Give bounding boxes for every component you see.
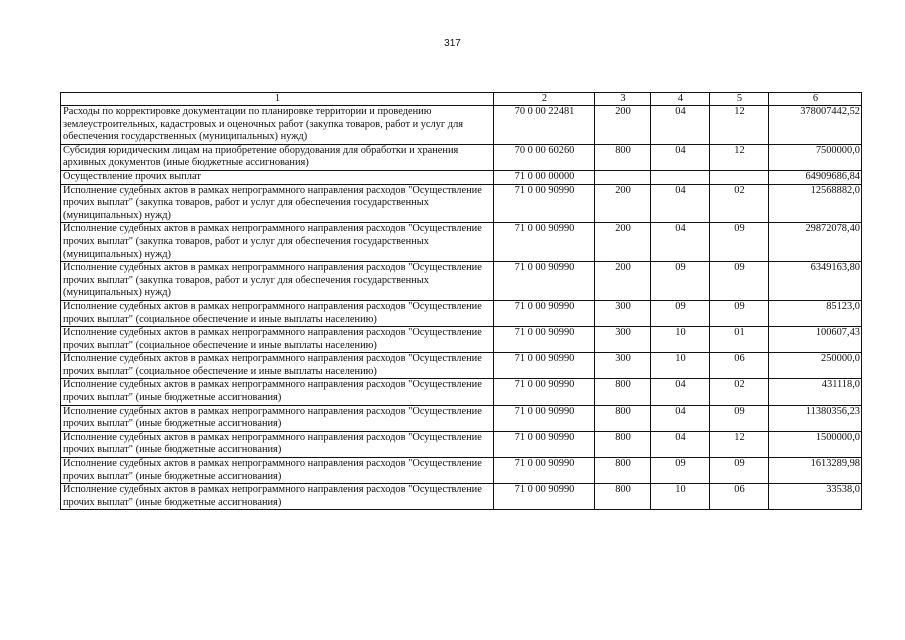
cell-section: 04 <box>651 223 710 262</box>
table-row <box>61 458 862 484</box>
cell-subsection <box>710 170 769 184</box>
cell-description: Осуществление прочих выплат <box>61 170 494 184</box>
table-row <box>61 353 862 379</box>
table-row <box>61 170 862 184</box>
cell-amount: 85123,0 <box>769 300 862 326</box>
cell-description: Субсидия юридическим лицам на приобретение оборудования для обработки и хранения архивных документов (иные бюджетные ассигнования) <box>61 144 494 170</box>
cell-section: 09 <box>651 262 710 301</box>
cell-expense-type: 800 <box>595 431 651 457</box>
table-row <box>61 106 862 145</box>
cell-expense-type: 800 <box>595 484 651 510</box>
cell-expense-type: 800 <box>595 379 651 405</box>
table-row <box>61 144 862 170</box>
cell-expense-type: 800 <box>595 405 651 431</box>
cell-subsection: 02 <box>710 184 769 223</box>
cell-amount: 250000,0 <box>769 353 862 379</box>
header-col-1: 1 <box>61 93 494 106</box>
cell-description: Расходы по корректировке документации по планировке территории и проведению землеустроительных, кадастровых и оценочных работ (закупка товаров, работ и услуг для обеспечения государственных (муниципальных) нужд) <box>61 106 494 145</box>
table-row <box>61 379 862 405</box>
cell-subsection: 12 <box>710 431 769 457</box>
table-row <box>61 431 862 457</box>
cell-section: 10 <box>651 353 710 379</box>
cell-expense-type: 300 <box>595 300 651 326</box>
cell-target-code: 71 0 00 00000 <box>494 170 595 184</box>
cell-section: 04 <box>651 184 710 223</box>
table-row <box>61 184 862 223</box>
cell-target-code: 70 0 00 22481 <box>494 106 595 145</box>
cell-amount: 12568882,0 <box>769 184 862 223</box>
cell-target-code: 71 0 00 90990 <box>494 184 595 223</box>
cell-target-code: 71 0 00 90990 <box>494 353 595 379</box>
table-row <box>61 262 862 301</box>
cell-expense-type: 800 <box>595 144 651 170</box>
cell-section <box>651 170 710 184</box>
cell-subsection: 09 <box>710 405 769 431</box>
cell-target-code: 71 0 00 90990 <box>494 431 595 457</box>
cell-amount: 33538,0 <box>769 484 862 510</box>
budget-table <box>60 92 862 510</box>
header-col-4: 4 <box>651 93 710 106</box>
cell-section: 10 <box>651 327 710 353</box>
cell-subsection: 09 <box>710 223 769 262</box>
cell-target-code: 71 0 00 90990 <box>494 484 595 510</box>
cell-description: Исполнение судебных актов в рамках непрограммного направления расходов "Осуществление прочих выплат" (иные бюджетные ассигнования) <box>61 405 494 431</box>
cell-expense-type: 800 <box>595 458 651 484</box>
table-body <box>61 106 862 510</box>
cell-amount: 7500000,0 <box>769 144 862 170</box>
cell-amount: 11380356,23 <box>769 405 862 431</box>
header-col-2: 2 <box>494 93 595 106</box>
cell-section: 04 <box>651 144 710 170</box>
page-number: 317 <box>444 38 461 49</box>
cell-amount: 1500000,0 <box>769 431 862 457</box>
cell-expense-type: 200 <box>595 184 651 223</box>
cell-description: Исполнение судебных актов в рамках непрограммного направления расходов "Осуществление прочих выплат" (иные бюджетные ассигнования) <box>61 484 494 510</box>
cell-amount: 64909686,84 <box>769 170 862 184</box>
cell-description: Исполнение судебных актов в рамках непрограммного направления расходов "Осуществление прочих выплат" (социальное обеспечение и иные выплаты населению) <box>61 353 494 379</box>
cell-amount: 100607,43 <box>769 327 862 353</box>
cell-subsection: 12 <box>710 144 769 170</box>
cell-expense-type <box>595 170 651 184</box>
cell-target-code: 71 0 00 90990 <box>494 300 595 326</box>
cell-subsection: 06 <box>710 353 769 379</box>
cell-target-code: 70 0 00 60260 <box>494 144 595 170</box>
cell-amount: 6349163,80 <box>769 262 862 301</box>
cell-description: Исполнение судебных актов в рамках непрограммного направления расходов "Осуществление прочих выплат" (закупка товаров, работ и услуг для обеспечения государственных (муниципальных) нужд) <box>61 223 494 262</box>
cell-amount: 378007442,52 <box>769 106 862 145</box>
cell-expense-type: 200 <box>595 223 651 262</box>
cell-expense-type: 300 <box>595 327 651 353</box>
cell-subsection: 02 <box>710 379 769 405</box>
cell-expense-type: 200 <box>595 262 651 301</box>
cell-description: Исполнение судебных актов в рамках непрограммного направления расходов "Осуществление прочих выплат" (иные бюджетные ассигнования) <box>61 379 494 405</box>
cell-amount: 1613289,98 <box>769 458 862 484</box>
cell-expense-type: 300 <box>595 353 651 379</box>
cell-amount: 29872078,40 <box>769 223 862 262</box>
table-row <box>61 223 862 262</box>
cell-description: Исполнение судебных актов в рамках непрограммного направления расходов "Осуществление прочих выплат" (закупка товаров, работ и услуг для обеспечения государственных (муниципальных) нужд) <box>61 184 494 223</box>
cell-section: 09 <box>651 300 710 326</box>
cell-target-code: 71 0 00 90990 <box>494 405 595 431</box>
cell-subsection: 09 <box>710 300 769 326</box>
header-col-3: 3 <box>595 93 651 106</box>
table-row <box>61 300 862 326</box>
table-row <box>61 327 862 353</box>
cell-expense-type: 200 <box>595 106 651 145</box>
cell-description: Исполнение судебных актов в рамках непрограммного направления расходов "Осуществление прочих выплат" (закупка товаров, работ и услуг для обеспечения государственных (муниципальных) нужд) <box>61 262 494 301</box>
cell-target-code: 71 0 00 90990 <box>494 262 595 301</box>
cell-description: Исполнение судебных актов в рамках непрограммного направления расходов "Осуществление прочих выплат" (социальное обеспечение и иные выплаты населению) <box>61 300 494 326</box>
cell-target-code: 71 0 00 90990 <box>494 379 595 405</box>
cell-target-code: 71 0 00 90990 <box>494 327 595 353</box>
header-col-5: 5 <box>710 93 769 106</box>
cell-amount: 431118,0 <box>769 379 862 405</box>
cell-section: 04 <box>651 106 710 145</box>
cell-subsection: 09 <box>710 262 769 301</box>
header-col-6: 6 <box>769 93 862 106</box>
cell-target-code: 71 0 00 90990 <box>494 223 595 262</box>
cell-subsection: 01 <box>710 327 769 353</box>
cell-subsection: 06 <box>710 484 769 510</box>
cell-section: 04 <box>651 379 710 405</box>
cell-section: 04 <box>651 405 710 431</box>
cell-section: 09 <box>651 458 710 484</box>
table-row <box>61 484 862 510</box>
table-header-row <box>61 93 862 106</box>
cell-section: 10 <box>651 484 710 510</box>
cell-description: Исполнение судебных актов в рамках непрограммного направления расходов "Осуществление прочих выплат" (иные бюджетные ассигнования) <box>61 431 494 457</box>
cell-subsection: 12 <box>710 106 769 145</box>
cell-description: Исполнение судебных актов в рамках непрограммного направления расходов "Осуществление прочих выплат" (иные бюджетные ассигнования) <box>61 458 494 484</box>
cell-subsection: 09 <box>710 458 769 484</box>
table-row <box>61 405 862 431</box>
cell-section: 04 <box>651 431 710 457</box>
cell-description: Исполнение судебных актов в рамках непрограммного направления расходов "Осуществление прочих выплат" (социальное обеспечение и иные выплаты населению) <box>61 327 494 353</box>
cell-target-code: 71 0 00 90990 <box>494 458 595 484</box>
